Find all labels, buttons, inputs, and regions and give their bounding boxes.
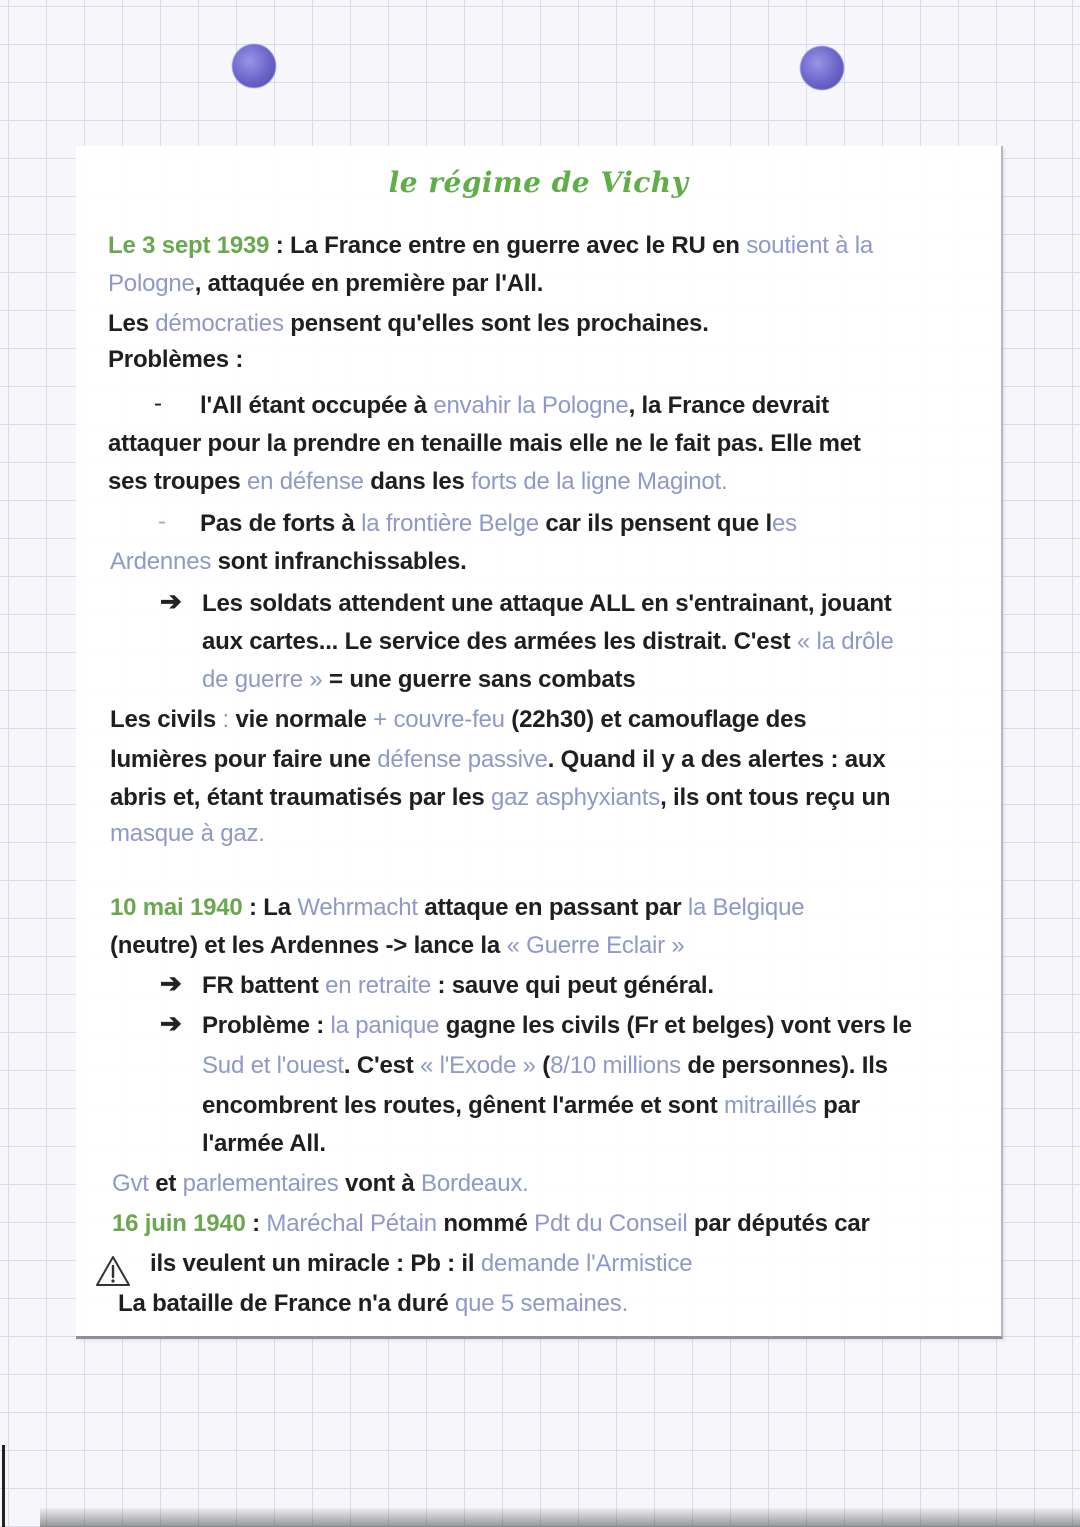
text-line <box>202 666 635 694</box>
highlight-text: en retraite <box>325 972 431 999</box>
text-line <box>202 972 714 1000</box>
text-line <box>108 468 727 496</box>
highlight-text: que 5 semaines. <box>454 1290 629 1317</box>
body-text: l'armée All. <box>202 1130 326 1157</box>
highlight-text: : <box>216 706 236 733</box>
highlight-text: Wehrmacht <box>297 894 418 921</box>
body-text: : sauve qui peut général. <box>430 972 714 999</box>
body-text: , ils ont tous reçu un <box>660 784 891 811</box>
highlight-text: Maréchal Pétain <box>266 1210 437 1237</box>
highlight-text: « Guerre Eclair » <box>506 932 685 959</box>
text-line <box>110 820 265 848</box>
body-text: aux cartes... Le service des armées les distrait. C'est <box>202 628 797 655</box>
body-text: Les <box>108 310 156 337</box>
body-text: Problème : <box>202 1012 331 1039</box>
text-line <box>200 510 797 538</box>
body-text: vie normale <box>235 706 374 733</box>
arrow-bullet-icon: ➔ <box>160 968 182 998</box>
highlight-text: Gvt <box>112 1170 149 1197</box>
highlight-text: la panique <box>330 1012 440 1039</box>
highlight-text: Ardennes <box>110 548 212 575</box>
text-line <box>110 894 804 922</box>
text-line <box>110 706 806 734</box>
highlight-text: Bordeaux. <box>421 1170 529 1197</box>
highlight-text: es <box>771 510 797 537</box>
body-text: sont infranchissables. <box>211 548 467 575</box>
page-edge-line <box>2 1445 5 1527</box>
text-line <box>108 270 543 298</box>
highlight-text: en défense <box>247 468 364 495</box>
highlight-text: Sud et l'ouest <box>202 1052 344 1079</box>
text-line <box>110 932 685 960</box>
body-text: = une guerre sans combats <box>322 666 636 693</box>
highlight-text: mitraillés <box>723 1092 817 1119</box>
text-line <box>112 1210 870 1238</box>
highlight-text: la frontière Belge <box>361 510 539 537</box>
text-line <box>150 1250 692 1278</box>
text-line <box>202 1012 912 1040</box>
text-line <box>118 1290 628 1318</box>
note-card <box>76 146 1003 1339</box>
text-line <box>110 784 890 812</box>
body-text: par députés car <box>687 1210 870 1237</box>
punch-hole-right <box>800 46 844 90</box>
text-line <box>200 392 829 420</box>
punch-hole-left <box>232 44 276 88</box>
body-text: . C'est <box>343 1052 421 1079</box>
text-line <box>202 1130 326 1158</box>
highlight-text: démocraties <box>155 310 284 337</box>
body-text: pensent qu'elles sont les prochaines. <box>283 310 709 337</box>
body-text: . Quand il y a des alertes : aux <box>547 746 886 773</box>
text-line <box>202 628 894 656</box>
text-line <box>108 430 861 458</box>
highlight-text: masque à gaz. <box>110 820 265 847</box>
body-text: ils veulent un miracle : Pb : il <box>150 1250 481 1277</box>
text-line <box>110 548 467 576</box>
highlight-text: défense passive <box>377 746 548 773</box>
body-text: de personnes). Ils <box>680 1052 888 1079</box>
date-heading: 10 mai 1940 <box>110 894 243 921</box>
highlight-text: Pologne <box>108 270 195 297</box>
page-title: le régime de Vichy <box>388 166 689 199</box>
body-text: Les civils <box>110 706 217 733</box>
highlight-text: envahir la Pologne <box>433 392 629 419</box>
highlight-text: forts de la ligne Maginot. <box>471 468 728 495</box>
text-line <box>202 590 892 618</box>
bullet-dash: - <box>154 390 162 417</box>
highlight-text: gaz asphyxiants <box>490 784 661 811</box>
body-text: La bataille de France n'a duré <box>118 1290 455 1317</box>
body-text: Pas de forts à <box>200 510 362 537</box>
body-text: : La <box>242 894 298 921</box>
body-text: et <box>148 1170 183 1197</box>
highlight-text: 8/10 millions <box>550 1052 681 1079</box>
text-line <box>108 346 243 374</box>
body-text: : La France entre en guerre avec le RU en <box>269 232 747 259</box>
body-text: car ils pensent que l <box>538 510 772 537</box>
highlight-text: + couvre-feu <box>373 706 505 733</box>
body-text: (neutre) et les Ardennes -> lance la <box>110 932 507 959</box>
text-line <box>202 1052 888 1080</box>
date-heading: 16 juin 1940 <box>112 1210 246 1237</box>
highlight-text: « l'Exode » <box>420 1052 536 1079</box>
body-text: attaque en passant par <box>417 894 688 921</box>
body-text: Problèmes : <box>108 346 244 373</box>
highlight-text: parlementaires <box>182 1170 339 1197</box>
body-text: ( <box>535 1052 551 1079</box>
date-heading: Le 3 sept 1939 <box>108 232 270 259</box>
body-text: (22h30) et camouflage des <box>504 706 807 733</box>
warning-triangle-icon <box>94 1254 132 1288</box>
body-text: : <box>245 1210 267 1237</box>
arrow-bullet-icon: ➔ <box>160 1008 182 1038</box>
highlight-text: Pdt du Conseil <box>534 1210 688 1237</box>
text-line <box>108 232 873 260</box>
text-line <box>202 1092 860 1120</box>
page-bottom-shadow <box>40 1508 1080 1527</box>
highlight-text: la Belgique <box>687 894 805 921</box>
body-text: nommé <box>436 1210 535 1237</box>
body-text: vont à <box>338 1170 422 1197</box>
text-line <box>108 310 709 338</box>
body-text: par <box>816 1092 860 1119</box>
body-text: , la France devrait <box>628 392 829 419</box>
text-line <box>110 746 885 774</box>
body-text: l'All étant occupée à <box>200 392 434 419</box>
body-text: Les soldats attendent une attaque ALL en s'entrainant, jouant <box>202 590 892 617</box>
arrow-bullet-icon: ➔ <box>160 586 182 616</box>
bullet-dash: - <box>158 508 166 535</box>
body-text: gagne les civils (Fr et belges) vont vers le <box>439 1012 912 1039</box>
highlight-text: « la drôle <box>796 628 894 655</box>
highlight-text: de guerre » <box>202 666 323 693</box>
body-text: encombrent les routes, gênent l'armée et sont <box>202 1092 724 1119</box>
body-text: , attaquée en première par l'All. <box>194 270 544 297</box>
highlight-text: soutient à la <box>746 232 874 259</box>
body-text: lumières pour faire une <box>110 746 378 773</box>
body-text: dans les <box>363 468 472 495</box>
body-text: abris et, étant traumatisés par les <box>110 784 491 811</box>
body-text: ses troupes <box>108 468 247 495</box>
body-text: attaquer pour la prendre en tenaille mais elle ne le fait pas. Elle met <box>108 430 861 457</box>
highlight-text: demande l'Armistice <box>480 1250 693 1277</box>
text-line <box>112 1170 529 1198</box>
body-text: FR battent <box>202 972 326 999</box>
